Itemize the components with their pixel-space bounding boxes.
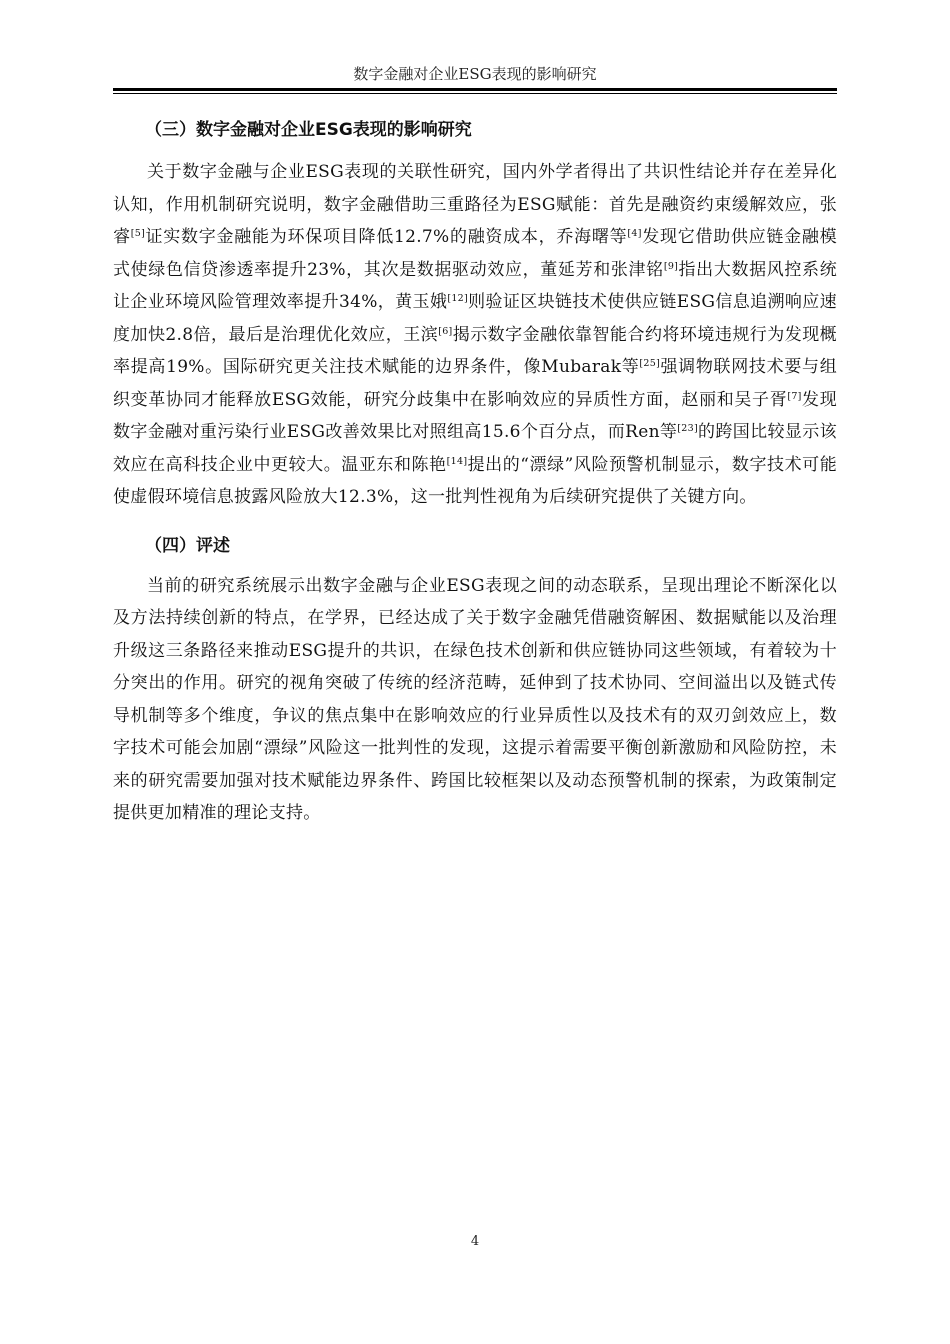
citation-ref: [14] xyxy=(446,455,468,467)
text-run: 则验证区块链技术使供应链ESG信息追溯响应速度加快2.8倍，最后是治理优化效应，王滨 xyxy=(113,292,837,345)
text-run: 发现数字金融对重污染行业ESG改善效果比对照组高15.6个百分点，而Ren等 xyxy=(113,389,837,442)
text-run: 强调物联网技术要与组织变革协同才能释放ESG效能，研究分歧集中在影响效应的异质性方面，赵丽和吴子胥 xyxy=(113,357,837,410)
text-run: 提出的“漂绿”风险预警机制显示，数字技术可能使虚假环境信息披露风险放大12.3%，这一批判性视角为后续研究提供了关键方向。 xyxy=(113,454,838,507)
citation-ref: [5] xyxy=(130,228,146,239)
citation-ref: [25] xyxy=(639,358,661,369)
running-header: 数字金融对企业ESG表现的影响研究 xyxy=(353,65,597,83)
citation-ref: [23] xyxy=(677,423,698,434)
text-run: 证实数字金融能为环保项目降低12.7%的融资成本，乔海曙等 xyxy=(145,227,628,247)
section-3-paragraph xyxy=(113,156,837,514)
citation-ref: [7] xyxy=(787,390,802,402)
text-run: 的跨国比较显示该效应在高科技企业中更较大。温亚东和陈艳 xyxy=(113,422,837,475)
section-heading-3: （三）数字金融对企业ESG表现的影响研究 xyxy=(145,120,472,140)
citation-ref: [4] xyxy=(627,228,642,239)
page-number: 4 xyxy=(470,1234,480,1249)
citation-ref: [12] xyxy=(447,293,469,304)
header-rule-thin xyxy=(113,93,837,94)
citation-ref: [6] xyxy=(438,325,453,337)
section-4-paragraph xyxy=(113,570,837,830)
text-run: 当前的研究系统展示出数字金融与企业ESG表现之间的动态联系，呈现出理论不断深化以及方法持续创新的特点，在学界，已经达成了关于数字金融凭借融资解困、数据赋能以及治理升级这三条路径来推动ESG提升的共识，在绿色技术创新和供应链协同这些领域，有着较为十分突出的作用。研究的视角突破了传统的经济范畴，延伸到了技术协同、空间溢出以及链式传导机制等多个维度，争议的焦点集中在影响效应的行业异质性以及技术有的双刃剑效应上，数字技术可能会加剧“漂绿”风险这一批判性的发现，这提示着需要平衡创新激励和风险防控，未来的研究需要加强对技术赋能边界条件、跨国比较框架以及动态预警机制的探索，为政策制定提供更加精准的理论支持。 xyxy=(113,575,837,823)
text-run: 发现它借助供应链金融模式使绿色信贷渗透率提升23%，其次是数据驱动效应，董延芳和张津铭 xyxy=(113,227,837,280)
header-rule-thick xyxy=(113,88,837,91)
body-content xyxy=(113,112,837,830)
section-heading-4: （四）评述 xyxy=(145,535,230,556)
text-run: 指出大数据风控系统让企业环境风险管理效率提升34%，黄玉娥 xyxy=(113,259,837,312)
citation-ref: [9] xyxy=(663,260,679,272)
text-run: 揭示数字金融依靠智能合约将环境违规行为发现概率提高19%。国际研究更关注技术赋能的边界条件，像Mubarak等 xyxy=(113,324,837,377)
text-run: 关于数字金融与企业ESG表现的关联性研究，国内外学者得出了共识性结论并存在差异化认知，作用机制研究说明，数字金融借助三重路径为ESG赋能：首先是融资约束缓解效应，张睿 xyxy=(113,162,837,247)
